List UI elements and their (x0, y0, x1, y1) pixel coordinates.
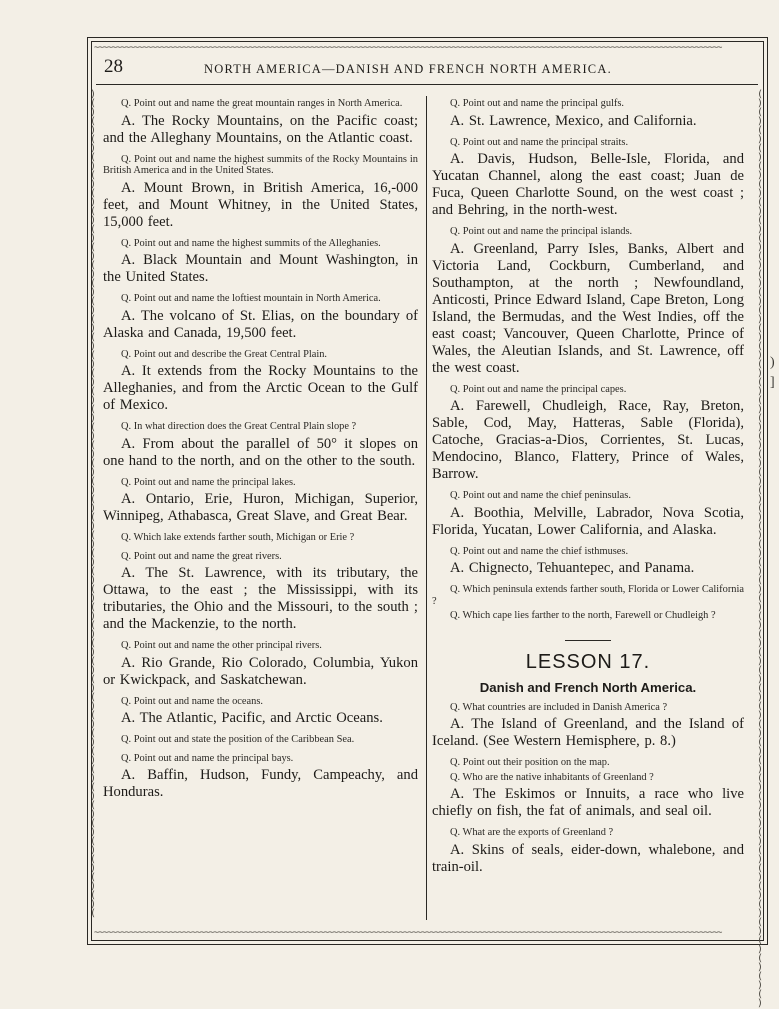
question: Q. Point out and name the principal capes. (450, 383, 627, 395)
answer: A. The Eskimos or Innuits, a race who live chiefly on fish, the fat of animals, and seal oil. (432, 786, 744, 819)
question: Q. Point out and name the great mountain ranges in North America. (121, 98, 403, 109)
question: Q. Which peninsula extends farther south, Florida or Lower California ? (432, 584, 744, 607)
question: Q. Which cape lies farther to the north, Farewell or Chudleigh ? (450, 610, 716, 621)
answer: A. Ontario, Erie, Huron, Michigan, Superior, Winnipeg, Athabasca, Great Slave, and Great Bear. (103, 491, 418, 524)
question: Q. Point out and name the chief peninsulas. (450, 490, 631, 501)
answer: A. The Rocky Mountains, on the Pacific coast; and the Alleghany Mountains, on the Atlantic coast. (103, 112, 418, 146)
border-ornament-top: ~~~~~~~~~~~~~~~~~~~~~~~~~~~~~~~~~~~~~~~~~~~~~~~~~~~~~~~~~~~~~~~~~~~~~~~~~~~~~~~~~~~~~~~~~~~~~~~~~~~~~~~~~~~~~~~~~~~~~~~~~~~~~~~~~~~~~~~~~~~~~~ (94, 43, 722, 53)
page-number: 28 (104, 56, 123, 77)
answer: A. Greenland, Parry Isles, Banks, Albert and Victoria Land, Cockburn, Cumberland, and Southampton, at the north ; Newfoundland, Anticosti, Prince Edward Island, Cape Breton, Long Island, the Bermudas, and the West Indies, off the east coast; Vancouver, Queen Charlotte, Prince of Wales, the Aleutian Islands, and St. Lawrence, off the west coast. (432, 240, 744, 376)
answer: A. Skins of seals, eider-down, whalebone, and train-oil. (432, 841, 744, 875)
question: Q. Who are the native inhabitants of Greenland ? (450, 771, 654, 783)
answer: A. The Island of Greenland, and the Island of Iceland. (See Western Hemisphere, p. 8.) (432, 716, 744, 749)
question: Q. Point out and name the principal gulfs. (450, 98, 625, 109)
margin-mark: ) (770, 355, 775, 370)
question: Q. Point out and describe the Great Central Plain. (121, 348, 328, 360)
left-column (103, 98, 418, 808)
answer: A. Chignecto, Tehuantepec, and Panama. (450, 560, 695, 576)
right-column (432, 98, 744, 883)
question: Q. Point out and name the loftiest mountain in North America. (121, 293, 381, 304)
question: Q. Point out and name the oceans. (121, 695, 263, 707)
answer: A. Farewell, Chudleigh, Race, Ray, Breton, Sable, Cod, May, Hatteras, Sable (Florida), Catoche, Gracias-a-Dios, Corrientes, St. Lucas, Mendocino, Blanco, Flattery, Prince of Wales, Barrow. (432, 398, 744, 482)
question: Q. Which lake extends farther south, Michigan or Erie ? (121, 532, 355, 543)
question: Q. Point out their position on the map. (450, 757, 610, 768)
question: Q. Point out and name the principal islands. (450, 226, 633, 237)
answer: A. Rio Grande, Rio Colorado, Columbia, Yukon or Kwickpack, and Saskatchewan. (103, 654, 418, 688)
answer: A. The volcano of St. Elias, on the boundary of Alaska and Canada, 19,500 feet. (103, 307, 418, 341)
question: Q. What are the exports of Greenland ? (450, 827, 614, 838)
border-ornament-right: ( ) ( ) ( ) ( ) ( ) ( ) ( ) ( ) ( ) ( ) ( ) ( ) ( ) ( ) ( ) ( ) ( ) ( ) ( ) ( ) ( ) ( ) ( ) ( ) ( ) ( ) ( ) ( ) ( ) ( ) ( ) ( ) ( ) ( ) ( ) ( ) ( ) ( ) ( ) ( ) ( ) ( ) ( ) ( ) ( ) ( ) ( ) ( ) ( ) ( ) ( ) (757, 89, 764, 1009)
question: Q. Point out and name the principal lakes. (121, 476, 296, 488)
answer: A. St. Lawrence, Mexico, and California. (450, 112, 697, 129)
lesson-title: LESSON 17. (525, 650, 651, 673)
column-separator (426, 96, 427, 920)
question: Q. Point out and name the chief isthmuses. (450, 545, 629, 557)
lesson-subtitle: Danish and French North America. (479, 679, 697, 695)
question: Q. In what direction does the Great Central Plain slope ? (121, 421, 357, 432)
answer: A. The St. Lawrence, with its tributary, the Ottawa, to the east ; the Mississippi, with its tributaries, the Ohio and the Missouri, to the south ; and the Mackenzie, to the north. (103, 565, 418, 632)
question: Q. Point out and name the highest summits of the Alleghanies. (121, 237, 381, 249)
lesson-divider (565, 640, 611, 641)
answer: A. It extends from the Rocky Mountains to the Alleghanies, and from the Arctic Ocean to the Gulf of Mexico. (103, 363, 418, 413)
border-ornament-left: ) ( ) ( ) ( ) ( ) ( ) ( ) ( ) ( ) ( ) ( ) ( ) ( ) ( ) ( ) ( ) ( ) ( ) ( ) ( ) ( ) ( ) ( ) ( ) ( ) ( ) ( ) ( ) ( ) ( ) ( ) ( ) ( ) ( ) ( ) ( ) ( ) ( ) ( ) ( ) ( ) ( ) ( ) ( ) ( ) ( ) ( (90, 89, 97, 919)
running-head: NORTH AMERICA—DANISH AND FRENCH NORTH AMERICA. (204, 62, 612, 76)
answer: A. Boothia, Melville, Labrador, Nova Scotia, Florida, Yucatan, Lower California, and Alaska. (432, 504, 744, 538)
header-rule (96, 84, 758, 85)
question: Q. What countries are included in Danish America ? (450, 701, 668, 713)
answer: A. Black Mountain and Mount Washington, in the United States. (103, 252, 418, 285)
answer: A. The Atlantic, Pacific, and Arctic Oceans. (121, 710, 383, 726)
question: Q. Point out and name the principal straits. (450, 136, 629, 148)
answer: A. Davis, Hudson, Belle-Isle, Florida, and Yucatan Channel, along the east coast; Juan de Fuca, Queen Charlotte Sound, on the west coast ; and Behring, in the north-west. (432, 151, 744, 218)
answer: A. From about the parallel of 50° it slopes on one hand to the north, and on the other to the south. (103, 435, 418, 469)
question: Q. Point out and name the highest summits of the Rocky Mountains in British America and in the United States. (103, 153, 418, 176)
border-ornament-bottom: ~~~~~~~~~~~~~~~~~~~~~~~~~~~~~~~~~~~~~~~~~~~~~~~~~~~~~~~~~~~~~~~~~~~~~~~~~~~~~~~~~~~~~~~~~~~~~~~~~~~~~~~~~~~~~~~~~~~~~~~~~~~~~~~~~~~~~~~~~~~~~~ (94, 928, 722, 938)
page-header (104, 56, 754, 80)
question: Q. Point out and name the principal bays. (121, 752, 294, 764)
question: Q. Point out and name the other principal rivers. (121, 640, 322, 651)
answer: A. Mount Brown, in British America, 16,-000 feet, and Mount Whitney, in the United States, 15,000 feet. (103, 179, 418, 230)
question: Q. Point out and name the great rivers. (121, 550, 282, 562)
margin-mark: ] (770, 375, 775, 390)
answer: A. Baffin, Hudson, Fundy, Campeachy, and Honduras. (103, 767, 418, 800)
question: Q. Point out and state the position of the Caribbean Sea. (121, 734, 355, 745)
